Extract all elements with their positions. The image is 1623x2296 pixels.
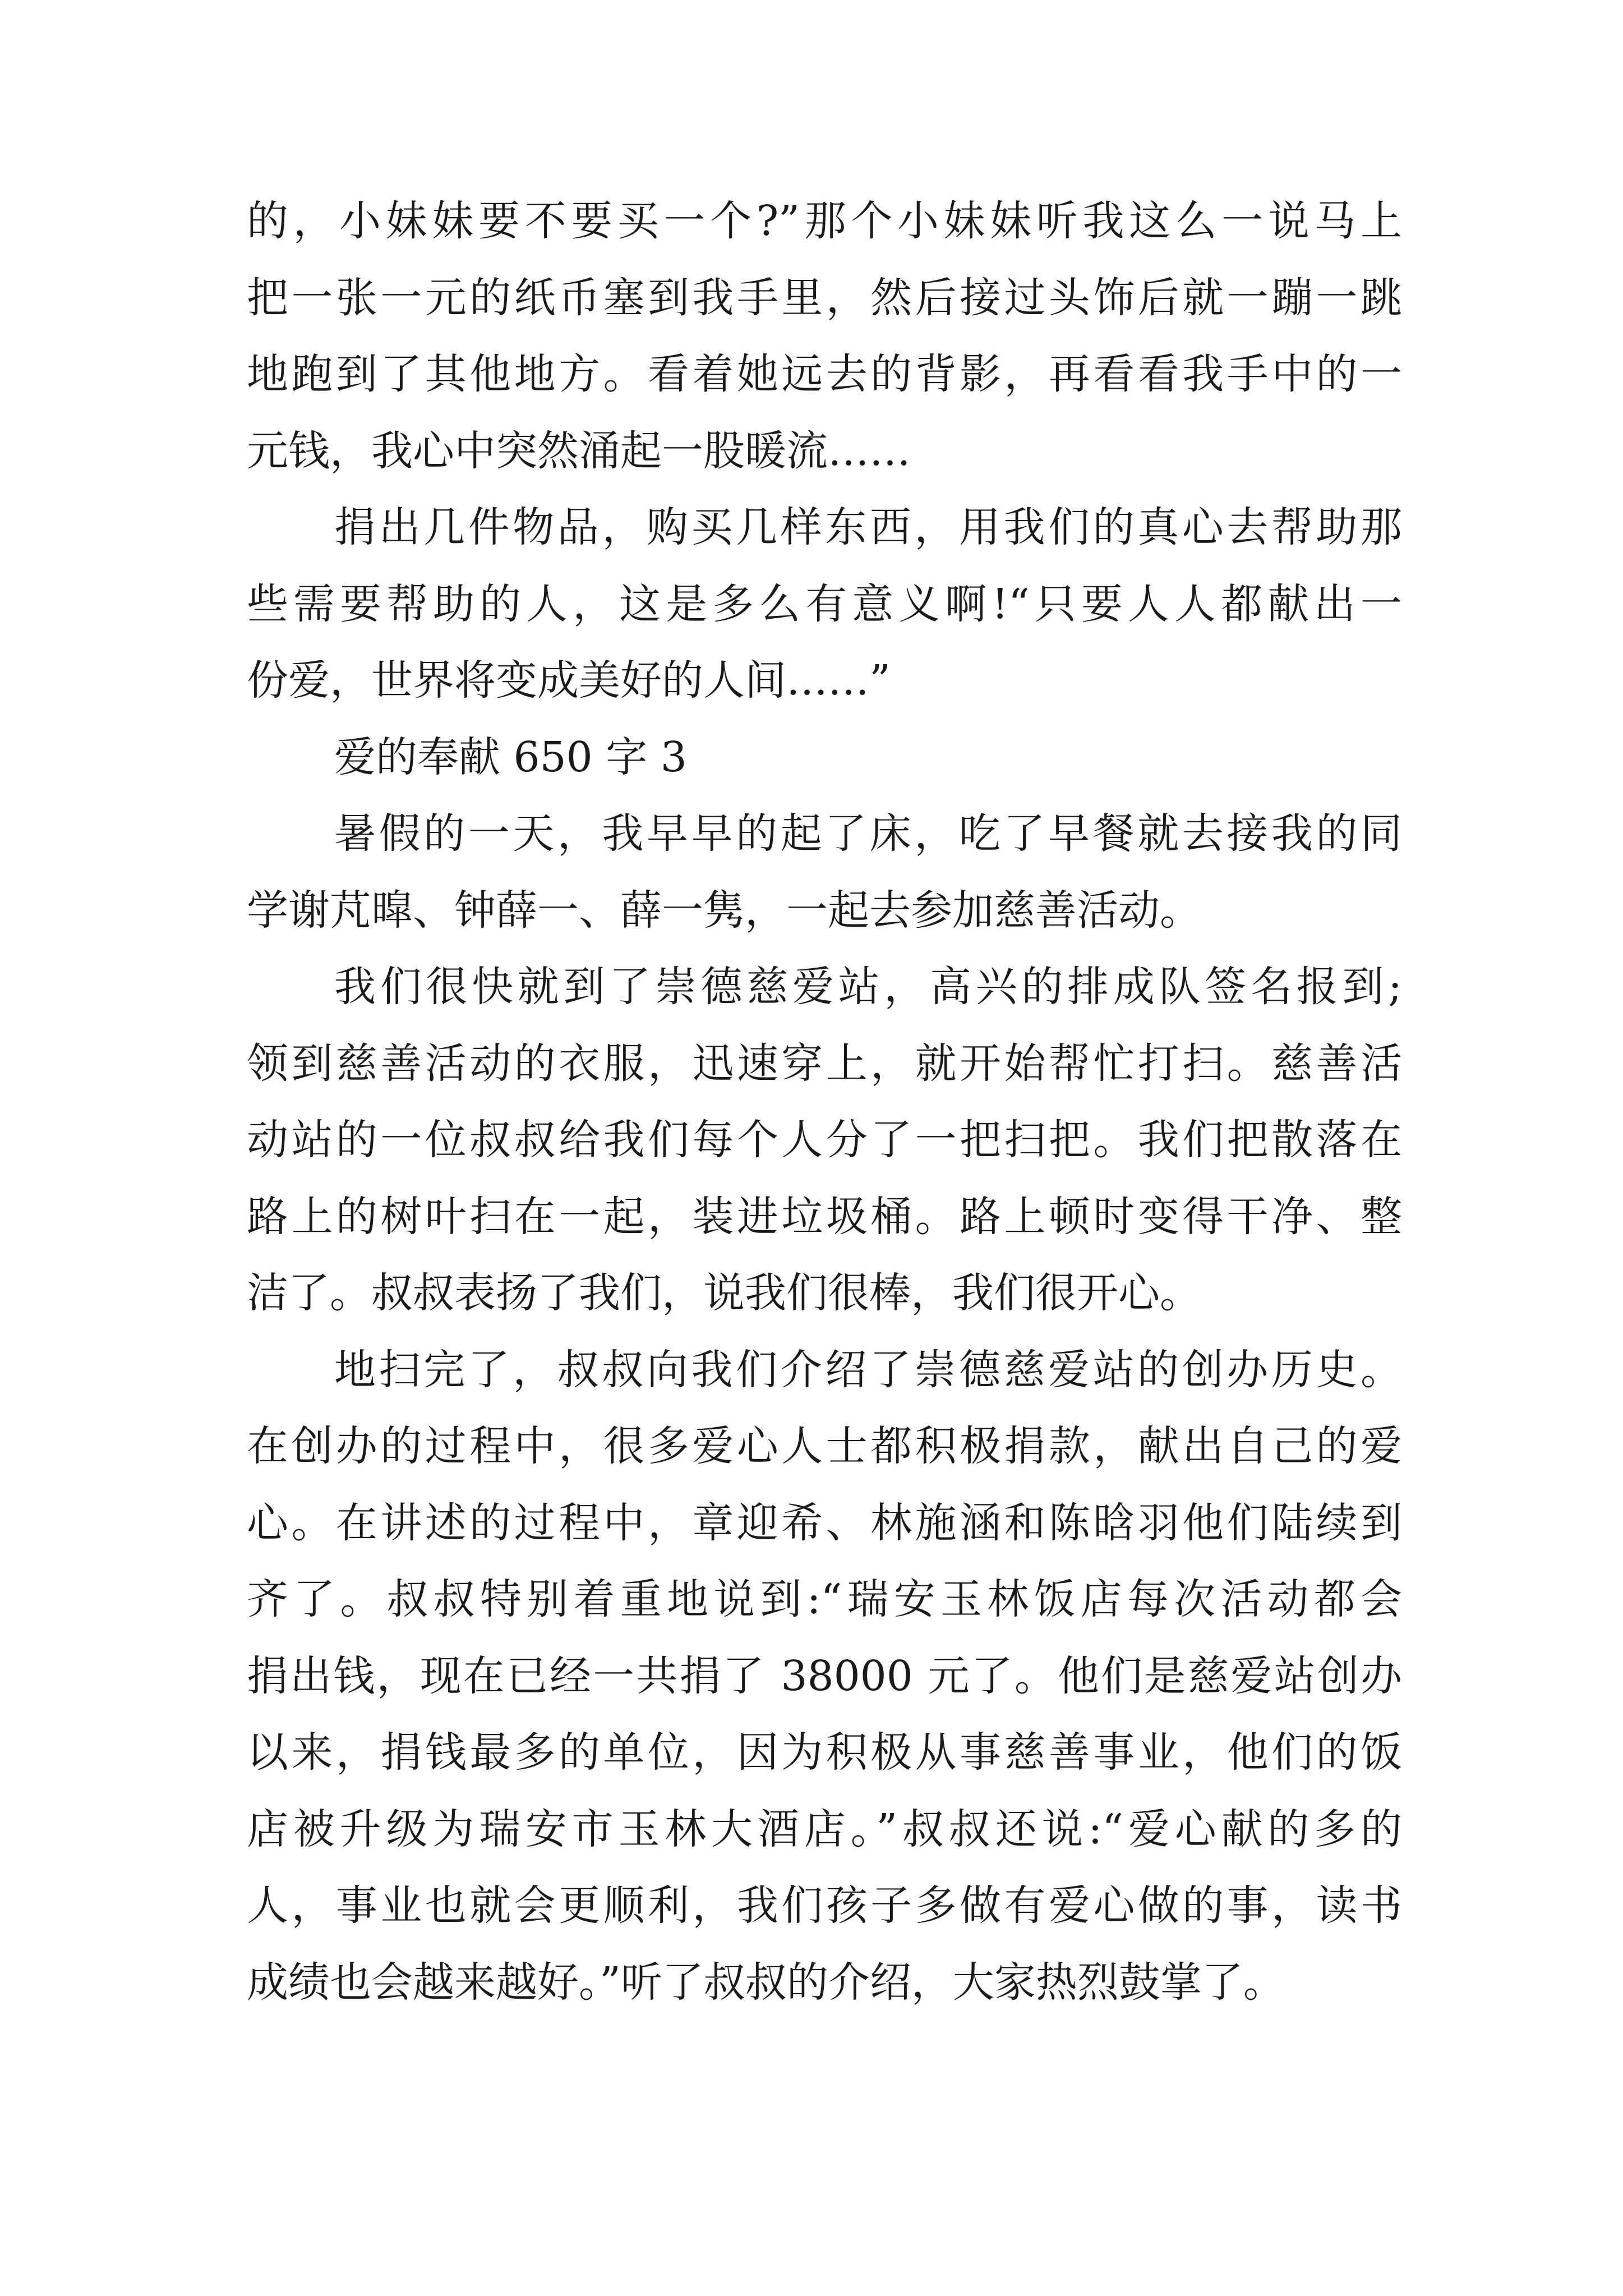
text-line: 暑假的一天，我早早的起了床，吃了早餐就去接我的同 [334, 809, 1402, 858]
text-line: 学谢芃暭、钟薛一、薛一隽，一起去参加慈善活动。 [247, 886, 1201, 935]
text-line: 捐出钱，现在已经一共捐了 38000 元了。他们是慈爱站创办 [247, 1651, 1402, 1700]
text-line: 我们很快就到了崇德慈爱站，高兴的排成队签名报到; [334, 963, 1402, 1011]
text-line: 洁了。叔叔表扬了我们，说我们很棒，我们很开心。 [247, 1269, 1201, 1317]
text-line: 动站的一位叔叔给我们每个人分了一把扫把。我们把散落在 [247, 1116, 1402, 1164]
text-line: 地跑到了其他地方。看着她远去的背影，再看看我手中的一 [247, 350, 1402, 398]
text-line: 领到慈善活动的衣服，迅速穿上，就开始帮忙打扫。慈善活 [247, 1039, 1402, 1088]
text-line: 的，小妹妹要不要买一个?”那个小妹妹听我这么一说马上 [247, 197, 1402, 245]
text-line: 心。在讲述的过程中，章迎希、林施涵和陈晗羽他们陆续到 [247, 1498, 1402, 1547]
text-line: 在创办的过程中，很多爱心人士都积极捐款，献出自己的爱 [247, 1422, 1402, 1470]
text-line: 些需要帮助的人，这是多么有意义啊!“只要人人都献出一 [247, 579, 1402, 628]
text-line: 把一张一元的纸币塞到我手里，然后接过头饰后就一蹦一跳 [247, 273, 1402, 322]
text-line: 份爱，世界将变成美好的人间……” [247, 656, 891, 705]
text-line: 爱的奉献 650 字 3 [334, 733, 687, 781]
text-line: 人，事业也就会更顺利，我们孩子多做有爱心做的事，读书 [247, 1881, 1402, 1930]
text-line: 地扫完了，叔叔向我们介绍了崇德慈爱站的创办历史。 [334, 1345, 1402, 1394]
text-line: 店被升级为瑞安市玉林大酒店。”叔叔还说:“爱心献的多的 [247, 1805, 1402, 1853]
text-line: 以来，捐钱最多的单位，因为积极从事慈善事业，他们的饭 [247, 1728, 1402, 1777]
text-line: 路上的树叶扫在一起，装进垃圾桶。路上顿时变得干净、整 [247, 1192, 1402, 1241]
article-body [247, 183, 1402, 2021]
text-line: 捐出几件物品，购买几样东西，用我们的真心去帮助那 [334, 503, 1402, 551]
text-line: 成绩也会越来越好。”听了叔叔的介绍，大家热烈鼓掌了。 [247, 1958, 1285, 2007]
text-line: 齐了。叔叔特别着重地说到:“瑞安玉林饭店每次活动都会 [247, 1575, 1402, 1623]
text-line: 元钱，我心中突然涌起一股暖流…… [247, 426, 911, 475]
